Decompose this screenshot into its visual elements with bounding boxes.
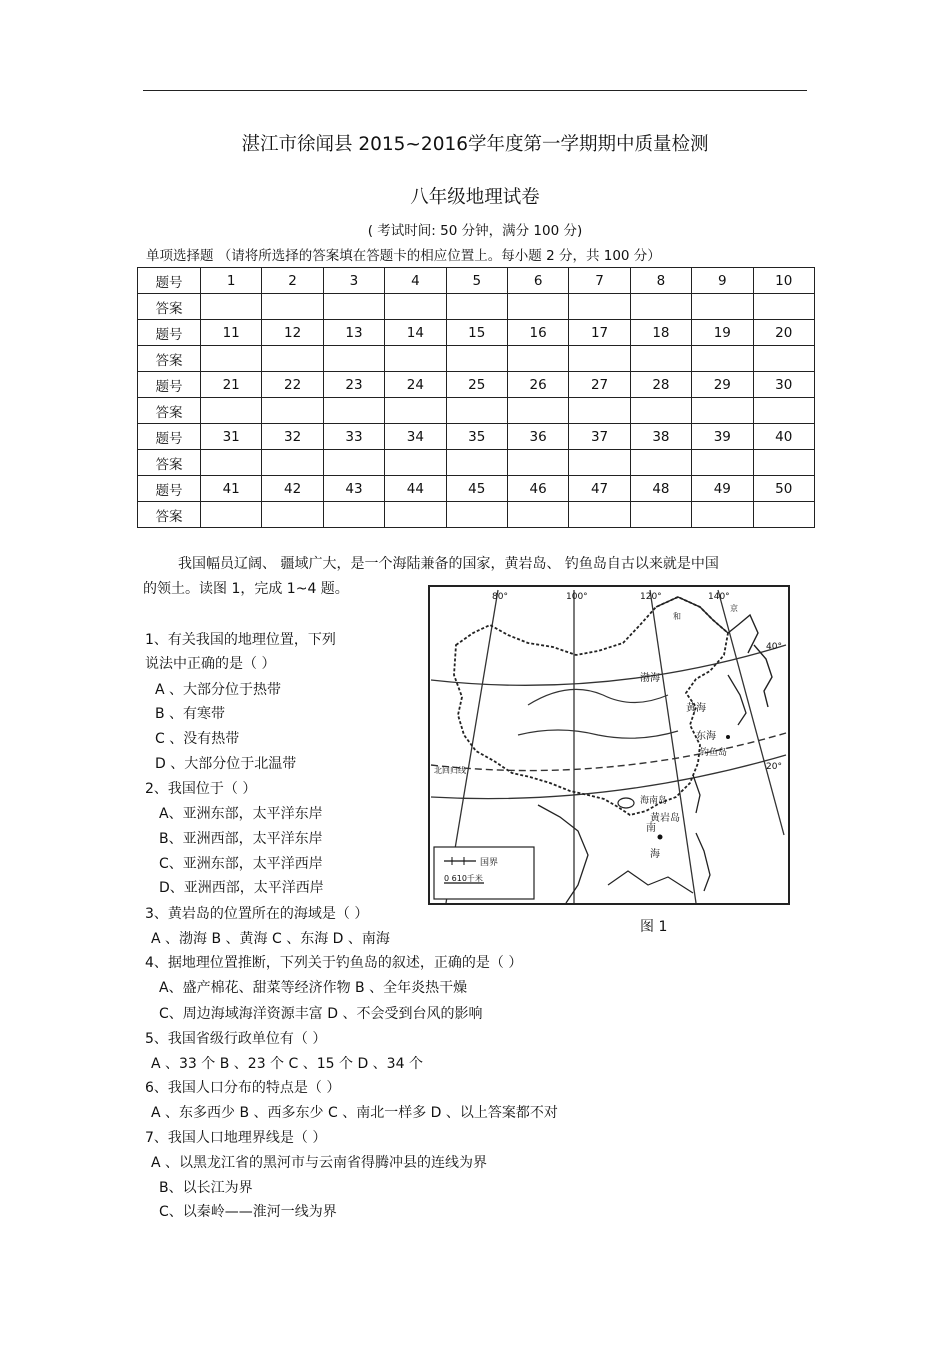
row-label-answer: 答案	[138, 294, 201, 320]
answer-cell[interactable]	[507, 450, 568, 476]
q2-stem: 2、我国位于（ ）	[145, 781, 257, 797]
lat-label-20: 20°	[766, 762, 782, 772]
answer-cell[interactable]	[753, 502, 814, 528]
lon-label-120: 120°	[640, 592, 662, 602]
answer-cell[interactable]	[385, 398, 446, 424]
question-number-cell: 9	[692, 268, 753, 294]
q1-option-c: C 、没有热带	[155, 731, 240, 747]
question-number-cell: 14	[385, 320, 446, 346]
label-huangyan: 黄岩岛	[650, 813, 680, 824]
question-number-cell: 31	[201, 424, 262, 450]
answer-cell[interactable]	[507, 346, 568, 372]
exam-title: 湛江市徐闻县 2015~2016学年度第一学期期中质量检测	[241, 134, 709, 155]
diaoyu-island-marker	[726, 735, 730, 739]
exam-info: ( 考试时间: 50 分钟，满分 100 分)	[367, 223, 583, 239]
question-number-cell: 25	[446, 372, 507, 398]
q3-options: A 、渤海 B 、黄海 C 、东海 D 、南海	[151, 931, 390, 947]
q1-stem-2: 说法中正确的是（ ）	[145, 656, 276, 672]
instructions: 单项选择题 （请将所选择的答案填在答题卡的相应位置上。每小题 2 分，共 100 分）	[146, 248, 661, 264]
question-number-cell: 32	[262, 424, 323, 450]
question-number-cell: 35	[446, 424, 507, 450]
answer-cell[interactable]	[753, 398, 814, 424]
question-number-cell: 26	[507, 372, 568, 398]
answer-sheet-number-row	[138, 424, 815, 450]
answer-cell[interactable]	[569, 294, 630, 320]
label-nan: 南	[646, 823, 656, 834]
answer-cell[interactable]	[692, 450, 753, 476]
answer-sheet-number-row	[138, 372, 815, 398]
row-label-number: 题号	[138, 320, 201, 346]
question-number-cell: 8	[630, 268, 691, 294]
row-label-answer: 答案	[138, 502, 201, 528]
question-number-cell: 18	[630, 320, 691, 346]
answer-sheet-number-row	[138, 320, 815, 346]
row-label-answer: 答案	[138, 346, 201, 372]
question-number-cell: 33	[323, 424, 384, 450]
q4-options-1: A、盛产棉花、甜菜等经济作物 B 、全年炎热干燥	[159, 980, 468, 996]
q5-stem: 5、我国省级行政单位有（ ）	[145, 1031, 327, 1047]
question-number-cell: 34	[385, 424, 446, 450]
answer-cell[interactable]	[692, 502, 753, 528]
question-number-cell: 17	[569, 320, 630, 346]
answer-cell[interactable]	[201, 346, 262, 372]
label-donghai: 东海	[696, 731, 716, 742]
question-number-cell: 41	[201, 476, 262, 502]
question-number-cell: 43	[323, 476, 384, 502]
question-number-cell: 20	[753, 320, 814, 346]
label-diaoyu: 钓鱼岛	[700, 748, 728, 758]
answer-cell[interactable]	[446, 450, 507, 476]
question-number-cell: 15	[446, 320, 507, 346]
answer-cell[interactable]	[385, 450, 446, 476]
question-number-cell: 29	[692, 372, 753, 398]
q3-stem: 3、黄岩岛的位置所在的海域是（ ）	[145, 906, 369, 922]
question-number-cell: 5	[446, 268, 507, 294]
answer-cell[interactable]	[262, 346, 323, 372]
question-number-cell: 6	[507, 268, 568, 294]
row-label-answer: 答案	[138, 398, 201, 424]
legend-scale-label: 0 610千米	[444, 874, 483, 883]
answer-cell[interactable]	[507, 502, 568, 528]
label-he: 和	[673, 612, 681, 621]
question-number-cell: 42	[262, 476, 323, 502]
q7-option-a: A 、以黑龙江省的黑河市与云南省得腾冲县的连线为界	[151, 1155, 488, 1171]
question-number-cell: 36	[507, 424, 568, 450]
label-hainan: 海南岛	[640, 796, 668, 806]
intro-line-1: 我国幅员辽阔、 疆域广大，是一个海陆兼备的国家，黄岩岛、 钓鱼岛自古以来就是中国	[178, 556, 719, 572]
row-label-answer: 答案	[138, 450, 201, 476]
answer-cell[interactable]	[446, 398, 507, 424]
answer-cell[interactable]	[446, 346, 507, 372]
answer-cell[interactable]	[262, 450, 323, 476]
tropic-label: 北回归线	[434, 766, 466, 775]
q1-option-d: D 、大部分位于北温带	[155, 756, 297, 772]
question-number-cell: 21	[201, 372, 262, 398]
lon-label-140: 140°	[708, 592, 730, 602]
answer-cell[interactable]	[323, 294, 384, 320]
label-bohai: 渤海	[640, 673, 660, 684]
q5-options: A 、33 个 B 、23 个 C 、15 个 D 、34 个	[151, 1056, 423, 1072]
question-number-cell: 19	[692, 320, 753, 346]
answer-cell[interactable]	[569, 398, 630, 424]
question-number-cell: 2	[262, 268, 323, 294]
label-jing: 京	[730, 604, 738, 613]
intro-line-2: 的领土。读图 1，完成 1~4 题。	[143, 581, 349, 597]
legend-box	[434, 847, 534, 899]
answer-cell[interactable]	[630, 398, 691, 424]
answer-cell[interactable]	[201, 398, 262, 424]
q4-stem: 4、据地理位置推断，下列关于钓鱼岛的叙述，正确的是（ ）	[145, 955, 523, 971]
question-number-cell: 44	[385, 476, 446, 502]
answer-cell[interactable]	[385, 294, 446, 320]
huangyan-island-marker	[658, 835, 663, 840]
answer-cell[interactable]	[569, 502, 630, 528]
answer-cell[interactable]	[262, 398, 323, 424]
answer-cell[interactable]	[201, 294, 262, 320]
exam-subject: 八年级地理试卷	[410, 187, 540, 208]
question-number-cell: 45	[446, 476, 507, 502]
answer-cell[interactable]	[323, 398, 384, 424]
answer-cell[interactable]	[692, 294, 753, 320]
answer-cell[interactable]	[507, 294, 568, 320]
row-label-number: 题号	[138, 268, 201, 294]
q1-option-b: B 、有寒带	[155, 706, 226, 722]
answer-cell[interactable]	[385, 346, 446, 372]
q2-option-c: C、亚洲东部，太平洋西岸	[159, 856, 323, 872]
answer-cell[interactable]	[753, 346, 814, 372]
answer-cell[interactable]	[507, 398, 568, 424]
q1-stem-1: 1、有关我国的地理位置，下列	[145, 632, 336, 648]
answer-sheet-number-row	[138, 476, 815, 502]
answer-sheet-answer-row	[138, 502, 815, 528]
q6-stem: 6、我国人口分布的特点是（ ）	[145, 1080, 341, 1096]
question-number-cell: 47	[569, 476, 630, 502]
lat-label-40: 40°	[766, 642, 782, 652]
china-location-map	[428, 585, 790, 905]
answer-cell[interactable]	[569, 450, 630, 476]
q2-option-d: D、亚洲西部，太平洋西岸	[159, 880, 324, 896]
answer-cell[interactable]	[262, 294, 323, 320]
question-number-cell: 23	[323, 372, 384, 398]
answer-cell[interactable]	[323, 502, 384, 528]
legend-border-label: 国界	[480, 858, 499, 868]
answer-cell[interactable]	[201, 450, 262, 476]
question-number-cell: 30	[753, 372, 814, 398]
header-rule	[143, 90, 807, 91]
answer-cell[interactable]	[630, 294, 691, 320]
answer-cell[interactable]	[630, 502, 691, 528]
lon-label-100: 100°	[566, 592, 588, 602]
answer-cell[interactable]	[446, 502, 507, 528]
question-number-cell: 24	[385, 372, 446, 398]
question-number-cell: 40	[753, 424, 814, 450]
question-number-cell: 11	[201, 320, 262, 346]
question-number-cell: 28	[630, 372, 691, 398]
question-number-cell: 48	[630, 476, 691, 502]
answer-sheet-answer-row	[138, 294, 815, 320]
question-number-cell: 37	[569, 424, 630, 450]
answer-sheet-answer-row	[138, 346, 815, 372]
q6-options: A 、东多西少 B 、西多东少 C 、南北一样多 D 、以上答案都不对	[151, 1105, 558, 1121]
question-number-cell: 39	[692, 424, 753, 450]
question-number-cell: 4	[385, 268, 446, 294]
lon-label-80: 80°	[492, 592, 508, 602]
answer-cell[interactable]	[630, 346, 691, 372]
answer-cell[interactable]	[569, 346, 630, 372]
answer-cell[interactable]	[753, 450, 814, 476]
label-hai: 海	[650, 849, 660, 860]
question-number-cell: 16	[507, 320, 568, 346]
question-number-cell: 12	[262, 320, 323, 346]
answer-sheet-table	[137, 267, 815, 528]
answer-sheet-answer-row	[138, 398, 815, 424]
answer-cell[interactable]	[323, 450, 384, 476]
question-number-cell: 38	[630, 424, 691, 450]
answer-cell[interactable]	[385, 502, 446, 528]
q1-option-a: A 、大部分位于热带	[155, 682, 282, 698]
question-number-cell: 1	[201, 268, 262, 294]
question-number-cell: 50	[753, 476, 814, 502]
row-label-number: 题号	[138, 424, 201, 450]
q7-option-c: C、以秦岭——淮河一线为界	[159, 1204, 337, 1220]
figure-caption: 图 1	[640, 919, 668, 935]
question-number-cell: 22	[262, 372, 323, 398]
row-label-number: 题号	[138, 476, 201, 502]
answer-cell[interactable]	[446, 294, 507, 320]
answer-cell[interactable]	[262, 502, 323, 528]
q2-option-b: B、亚洲西部，太平洋东岸	[159, 831, 323, 847]
question-number-cell: 7	[569, 268, 630, 294]
q7-option-b: B、以长江为界	[159, 1180, 253, 1196]
q4-options-2: C、周边海域海洋资源丰富 D 、不会受到台风的影响	[159, 1006, 483, 1022]
question-number-cell: 10	[753, 268, 814, 294]
answer-cell[interactable]	[323, 346, 384, 372]
answer-sheet-answer-row	[138, 450, 815, 476]
answer-cell[interactable]	[692, 346, 753, 372]
question-number-cell: 46	[507, 476, 568, 502]
row-label-number: 题号	[138, 372, 201, 398]
answer-cell[interactable]	[201, 502, 262, 528]
question-number-cell: 27	[569, 372, 630, 398]
q7-stem: 7、我国人口地理界线是（ ）	[145, 1130, 327, 1146]
question-number-cell: 49	[692, 476, 753, 502]
q2-option-a: A、亚洲东部，太平洋东岸	[159, 806, 323, 822]
question-number-cell: 3	[323, 268, 384, 294]
answer-sheet-number-row	[138, 268, 815, 294]
question-number-cell: 13	[323, 320, 384, 346]
answer-cell[interactable]	[630, 450, 691, 476]
answer-cell[interactable]	[753, 294, 814, 320]
label-huanghai: 黄海	[686, 703, 706, 714]
answer-cell[interactable]	[692, 398, 753, 424]
